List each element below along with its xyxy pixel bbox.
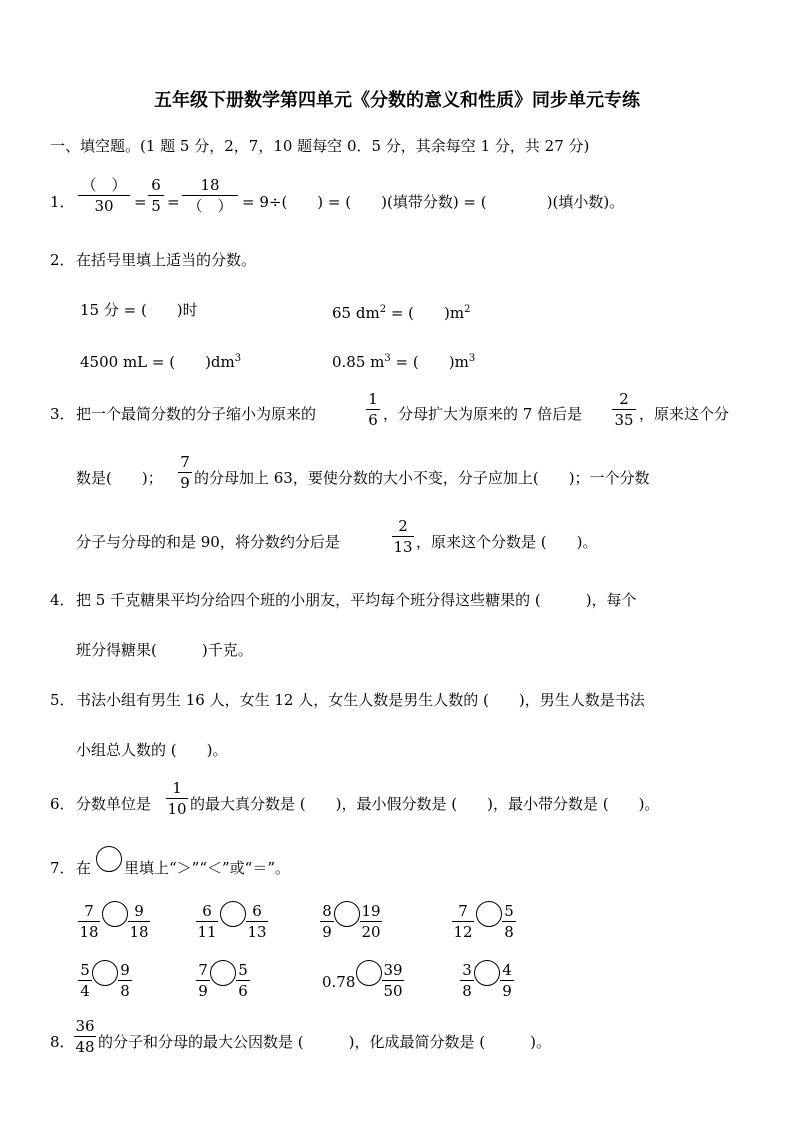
denominator: 12 xyxy=(453,923,473,941)
q7-number: 7． xyxy=(50,859,75,877)
compare-circle-6[interactable] xyxy=(210,960,236,986)
q5-number: 5． xyxy=(50,691,75,709)
fraction-bar xyxy=(78,980,92,981)
numerator: 5 xyxy=(80,961,90,979)
fraction-bar xyxy=(236,980,250,981)
denominator: （ ） xyxy=(187,197,233,215)
q6-text-a: 分数单位是 xyxy=(76,795,152,813)
denominator: 8 xyxy=(504,923,514,941)
q8-number: 8． xyxy=(50,1033,75,1051)
fraction-bar xyxy=(246,921,268,922)
q7-item-6-left xyxy=(196,961,210,1000)
q2-text: 在括号里填上适当的分数。 xyxy=(76,251,257,269)
compare-circle-4[interactable] xyxy=(476,901,502,927)
denominator: 20 xyxy=(361,923,381,941)
q2-d-text: 0.85 m xyxy=(332,353,385,371)
numerator: 5 xyxy=(238,961,248,979)
q3-line2a: 数是( )； xyxy=(76,469,163,487)
q5-line1: 书法小组有男生 16 人，女生 12 人，女生人数是男生人数的 ( )，男生人数是书法 xyxy=(76,691,645,709)
numerator: 6 xyxy=(252,902,262,920)
fraction-bar xyxy=(128,921,150,922)
numerator: 2 xyxy=(619,390,629,408)
fraction-bar xyxy=(78,195,130,196)
fraction-bar xyxy=(78,921,100,922)
numerator: 4 xyxy=(502,961,512,979)
fraction-bar xyxy=(360,921,382,922)
numerator: 39 xyxy=(383,961,403,979)
numerator: 7 xyxy=(458,902,468,920)
q3-fraction-1 xyxy=(366,390,380,429)
numerator: 9 xyxy=(134,902,144,920)
compare-circle-5[interactable] xyxy=(92,960,118,986)
q3-line1c: ，原来这个分 xyxy=(639,405,730,423)
numerator: 6 xyxy=(151,176,161,194)
denominator: 13 xyxy=(247,923,267,941)
q5-line2: 小组总人数的 ( )。 xyxy=(76,741,228,759)
section-heading: 一、填空题。(1 题 5 分，2，7，10 题每空 0．5 分，其余每空 1 分，共 27 分) xyxy=(50,137,590,155)
numerator: 8 xyxy=(322,902,332,920)
fraction-bar xyxy=(382,980,404,981)
q7-text-b: 里填上“＞”“＜”或“＝”。 xyxy=(124,859,291,877)
q1-fraction-1 xyxy=(78,176,130,215)
fraction-bar xyxy=(366,409,380,410)
numerator: 19 xyxy=(361,902,381,920)
denominator: 48 xyxy=(75,1038,95,1056)
denominator: 13 xyxy=(393,538,413,556)
q2-item-d xyxy=(332,349,475,372)
fraction-bar xyxy=(118,980,132,981)
denominator: 11 xyxy=(197,923,217,941)
q3-line1b: ，分母扩大为原来的 7 倍后是 xyxy=(383,405,583,423)
q6-number: 6． xyxy=(50,795,75,813)
compare-circle-2[interactable] xyxy=(220,901,246,927)
numerator: 1 xyxy=(368,390,378,408)
denominator: 18 xyxy=(129,923,149,941)
q2-item-b xyxy=(332,300,470,323)
q2-item-a: 15 分 = ( )时 xyxy=(80,301,198,319)
numerator: 36 xyxy=(75,1017,95,1035)
q7-item-5-left xyxy=(78,961,92,1000)
numerator: 3 xyxy=(462,961,472,979)
fraction-bar xyxy=(182,195,238,196)
compare-circle-3[interactable] xyxy=(334,901,360,927)
q3-fraction-2 xyxy=(612,390,636,429)
fraction-bar xyxy=(612,409,636,410)
q6-fraction xyxy=(166,779,188,818)
q4-number: 4． xyxy=(50,591,75,609)
compare-circle-7[interactable] xyxy=(356,960,382,986)
q7-item-8-right xyxy=(500,961,514,1000)
q2-d2-sup: 3 xyxy=(468,353,476,364)
fraction-bar xyxy=(320,921,334,922)
fraction-bar xyxy=(460,980,474,981)
q3-fraction-4 xyxy=(392,517,414,556)
q7-item-4-left xyxy=(452,902,474,941)
fraction-bar xyxy=(148,195,164,196)
q2-c-sup: 3 xyxy=(234,353,242,364)
q7-item-3-left xyxy=(320,902,334,941)
fraction-bar xyxy=(178,472,192,473)
q3-line3b: ，原来这个分数是 ( )。 xyxy=(416,533,598,551)
q7-item-7-left: 0.78 xyxy=(322,973,356,991)
q7-item-8-left xyxy=(460,961,474,1000)
q7-item-4-right xyxy=(502,902,516,941)
q8-fraction xyxy=(74,1017,96,1056)
q2-b2-text: = ( )m xyxy=(386,304,465,322)
fraction-bar xyxy=(500,980,514,981)
denominator: 4 xyxy=(80,982,90,1000)
numerator: 9 xyxy=(120,961,130,979)
q2-item-c xyxy=(80,349,241,372)
q3-fraction-3 xyxy=(178,453,192,492)
fraction-bar xyxy=(74,1036,96,1037)
numerator: 18 xyxy=(200,176,220,194)
q3-line2b: 的分母加上 63，要使分数的大小不变，分子应加上( )；一个分数 xyxy=(194,469,650,487)
q6-text-b: 的最大真分数是 ( )，最小假分数是 ( )，最小带分数是 ( )。 xyxy=(190,795,660,813)
q2-b-text: 65 dm xyxy=(332,304,380,322)
q7-item-2-left xyxy=(196,902,218,941)
q3-line1a: 把一个最简分数的分子缩小为原来的 xyxy=(76,405,317,423)
q2-b-sup: 2 xyxy=(379,304,387,315)
q1-fraction-2 xyxy=(148,176,164,215)
numerator: 7 xyxy=(198,961,208,979)
compare-circle-icon xyxy=(96,846,122,872)
denominator: 35 xyxy=(614,411,634,429)
q8-text: 的分子和分母的最大公因数是 ( )，化成最简分数是 ( )。 xyxy=(98,1033,551,1051)
equals-sign: = xyxy=(134,193,147,211)
denominator: 9 xyxy=(502,982,512,1000)
q3-number: 3． xyxy=(50,405,75,423)
q7-item-5-right xyxy=(118,961,132,1000)
q4-line1: 把 5 千克糖果平均分给四个班的小朋友，平均每个班分得这些糖果的 ( )，每个 xyxy=(76,591,637,609)
denominator: 5 xyxy=(151,197,161,215)
denominator: 9 xyxy=(180,474,190,492)
q2-b2-sup: 2 xyxy=(464,304,471,315)
denominator: 30 xyxy=(94,197,114,215)
q7-text-a: 在 xyxy=(76,859,92,877)
numerator: 6 xyxy=(202,902,212,920)
denominator: 6 xyxy=(238,982,248,1000)
numerator: 7 xyxy=(84,902,94,920)
q2-d-sup: 3 xyxy=(384,353,391,364)
q1-tail: = 9÷( ) = ( )(填带分数) = ( )(填小数)。 xyxy=(242,193,625,211)
fraction-bar xyxy=(452,921,474,922)
denominator: 50 xyxy=(383,982,403,1000)
numerator: 2 xyxy=(398,517,408,535)
q7-item-6-right xyxy=(236,961,250,1000)
denominator: 10 xyxy=(167,800,187,818)
q1-number: 1． xyxy=(50,193,75,211)
q7-item-7-right xyxy=(382,961,404,1000)
numerator: 5 xyxy=(504,902,514,920)
q2-c-text: 4500 mL = ( )dm xyxy=(80,353,235,371)
page-title: 五年级下册数学第四单元《分数的意义和性质》同步单元专练 xyxy=(154,90,640,111)
fraction-bar xyxy=(196,921,218,922)
compare-circle-1[interactable] xyxy=(102,901,128,927)
numerator: 7 xyxy=(180,453,190,471)
denominator: 8 xyxy=(120,982,130,1000)
denominator: 9 xyxy=(198,982,208,1000)
fraction-bar xyxy=(196,980,210,981)
denominator: 18 xyxy=(79,923,99,941)
q4-line2: 班分得糖果( )千克。 xyxy=(76,641,253,659)
denominator: 8 xyxy=(462,982,472,1000)
q1-fraction-3 xyxy=(182,176,238,215)
q3-line3a: 分子与分母的和是 90，将分数约分后是 xyxy=(76,533,340,551)
fraction-bar xyxy=(166,798,188,799)
q7-item-1-left xyxy=(78,902,100,941)
equals-sign: = xyxy=(167,193,180,211)
q7-item-3-right xyxy=(360,902,382,941)
q7-item-1-right xyxy=(128,902,150,941)
fraction-bar xyxy=(502,921,516,922)
q7-item-2-right xyxy=(246,902,268,941)
compare-circle-8[interactable] xyxy=(474,960,500,986)
q2-d2-text: = ( )m xyxy=(390,353,469,371)
q2-number: 2． xyxy=(50,251,75,269)
fraction-bar xyxy=(392,536,414,537)
numerator: （ ） xyxy=(81,176,127,194)
denominator: 6 xyxy=(368,411,378,429)
numerator: 1 xyxy=(172,779,182,797)
denominator: 9 xyxy=(322,923,332,941)
